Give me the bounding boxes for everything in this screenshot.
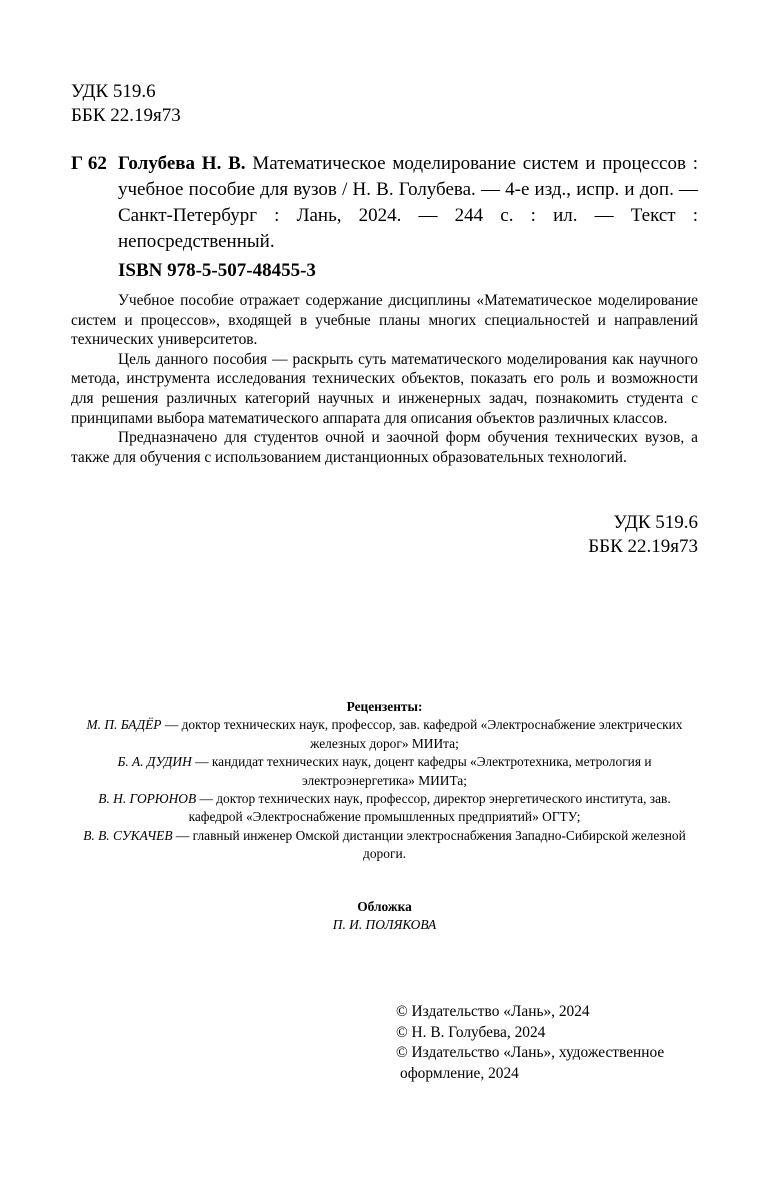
- isbn: ISBN 978-5-507-48455-3: [118, 260, 316, 281]
- reviewer-name: Б. А. ДУДИН: [117, 754, 192, 770]
- copyright-block: [396, 1002, 706, 1084]
- reviewer-credentials: — доктор технических наук, профессор, директор энергетического института, зав. кафедрой «Электроснабжение промышленных предприятий» ОГТУ;: [188, 791, 671, 825]
- author-name: Голубева Н. В.: [118, 153, 246, 174]
- cover-credit: [71, 898, 698, 934]
- reviewer-name: В. Н. ГОРЮНОВ: [98, 791, 197, 807]
- copyright-line: © Издательство «Лань», 2024: [396, 1003, 590, 1020]
- bibliographic-description: Математическое моделирование систем и процессов : учебное пособие для вузов / Н. В. Голубева. — 4-е изд., испр. и доп. — Санкт-Петербург : Лань, 2024. — 244 с. : ил. — Текст : непосредственный.: [118, 153, 698, 252]
- reviewer-credentials: — кандидат технических наук, доцент кафедры «Электротехника, метрология и электроэнергетика» МИИТа;: [191, 754, 652, 788]
- udk-code: УДК 519.6: [71, 81, 156, 102]
- copyright-line: © Издательство «Лань», художественное: [396, 1044, 665, 1061]
- classification-bottom: [478, 511, 698, 559]
- author-code: Г 62: [71, 153, 107, 174]
- reviewer-name: М. П. БАДЁР: [86, 717, 162, 733]
- reviewer-name: В. В. СУКАЧЕВ: [83, 827, 173, 843]
- bbk-code: ББК 22.19я73: [71, 105, 181, 126]
- abstract-paragraph: Предназначено для студентов очной и заочной форм обучения технических вузов, а также для обучения с использованием дистанционных образовательных технологий.: [71, 429, 698, 466]
- cover-heading: Обложка: [357, 899, 412, 914]
- abstract: [71, 291, 698, 467]
- copyright-line: © Н. В. Голубева, 2024: [396, 1023, 546, 1041]
- reviewer-entry: [71, 790, 698, 827]
- reviewer-entry: [71, 827, 698, 864]
- bibliographic-record: [118, 151, 698, 255]
- reviewer-entry: [71, 753, 698, 790]
- copyright-line: оформление, 2024: [400, 1064, 519, 1082]
- abstract-paragraph: Учебное пособие отражает содержание дисциплины «Математическое моделирование систем и процессов», входящей в учебные планы многих специальностей и направлений технических университетов.: [71, 292, 698, 349]
- reviewer-entry: [71, 716, 698, 753]
- reviewer-credentials: — доктор технических наук, профессор, зав. кафедрой «Электроснабжение электрических железных дорог» МИИта;: [161, 717, 683, 751]
- reviewers: [71, 698, 698, 864]
- classification-top: [71, 80, 181, 128]
- cover-designer: П. И. ПОЛЯКОВА: [332, 917, 437, 932]
- bbk-code: ББК 22.19я73: [588, 536, 698, 557]
- udk-code: УДК 519.6: [613, 512, 698, 533]
- reviewers-heading: Рецензенты:: [346, 699, 423, 714]
- abstract-paragraph: Цель данного пособия — раскрыть суть математического моделирования как научного метода, инструмента исследования технических объектов, показать его роль и возможности для решения различных категорий научных и инженерных задач, познакомить студента с принципами выбора математического аппарата для описания объектов различных классов.: [71, 350, 698, 427]
- reviewer-credentials: — главный инженер Омской дистанции электроснабжения Западно-Сибирской железной дороги.: [172, 827, 686, 862]
